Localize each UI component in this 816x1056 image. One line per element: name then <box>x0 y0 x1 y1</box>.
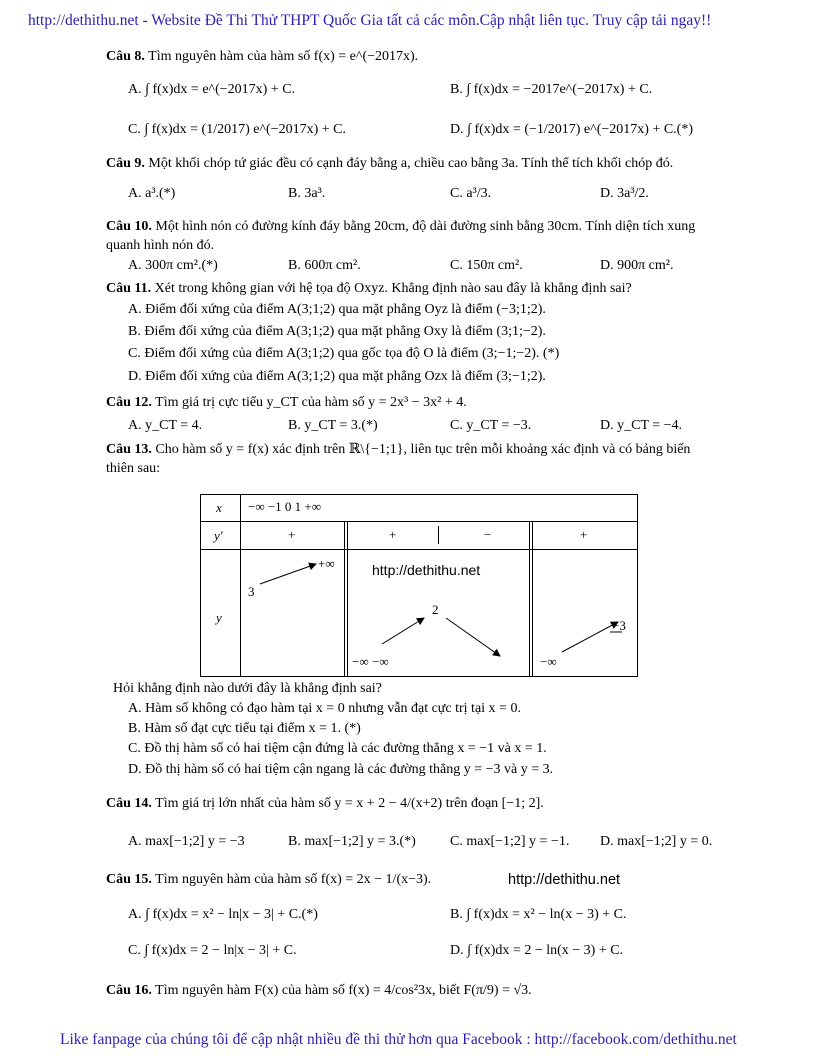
question-16 <box>106 983 532 999</box>
question-text: Xét trong không gian với hệ tọa độ Oxyz. Khẳng định nào sau đây là khẳng định sai? <box>154 281 632 296</box>
q9-option-b: B. 3a³. <box>288 186 326 201</box>
question-13-cont: thiên sau: <box>106 461 161 476</box>
y-value-minf-b: −∞ <box>372 654 389 669</box>
watermark: http://dethithu.net <box>372 562 481 578</box>
q11-option-a: A. Điểm đối xứng của điểm A(3;1;2) qua mặt phẳng Oyz là điểm (−3;1;2). <box>128 302 546 317</box>
q14-option-d: D. max[−1;2] y = 0. <box>600 834 713 849</box>
q13-option-a: A. Hàm số không có đạo hàm tại x = 0 nhưng vẫn đạt cực trị tại x = 0. <box>128 701 521 716</box>
y-label: y <box>216 610 222 625</box>
q14-option-c: C. max[−1;2] y = −1. <box>450 834 570 849</box>
question-label: Câu 13. <box>106 442 152 457</box>
q11-option-c: C. Điểm đối xứng của điểm A(3;1;2) qua gốc tọa độ O là điểm (3;−1;−2). (*) <box>128 346 560 361</box>
question-text: Tìm nguyên hàm của hàm số f(x) = 2x − 1/(x−3). <box>155 872 432 887</box>
variation-table <box>200 494 638 677</box>
question-label: Câu 8. <box>106 49 145 64</box>
question-text: Cho hàm số y = f(x) xác định trên ℝ\{−1;1}, liên tục trên mỗi khoảng xác định và có bảng biến <box>155 442 691 457</box>
question-8 <box>106 49 418 65</box>
arrow-up-3 <box>562 622 618 652</box>
arrow-up-2 <box>382 618 424 644</box>
sign-1: + <box>288 527 296 542</box>
q14-option-a: A. max[−1;2] y = −3 <box>128 834 245 849</box>
q11-option-d: D. Điểm đối xứng của điểm A(3;1;2) qua mặt phẳng Ozx là điểm (3;−1;2). <box>128 369 546 384</box>
q15-option-c: C. ∫ f(x)dx = 2 − ln|x − 3| + C. <box>128 943 297 958</box>
q10-option-a: A. 300π cm².(*) <box>128 258 218 273</box>
q11-option-b: B. Điểm đối xứng của điểm A(3;1;2) qua mặt phẳng Oxy là điểm (3;1;−2). <box>128 324 546 339</box>
watermark-2: http://dethithu.net <box>508 872 621 888</box>
question-text: Tìm giá trị lớn nhất của hàm số y = x + 2 − 4/(x+2) trên đoạn [−1; 2]. <box>155 796 544 811</box>
q10-option-b: B. 600π cm². <box>288 258 361 273</box>
sign-4: + <box>580 527 588 542</box>
question-text: Một khối chóp tứ giác đều có cạnh đáy bằng a, chiều cao bằng 3a. Tính thể tích khối chóp đó. <box>148 156 674 171</box>
q15-option-d: D. ∫ f(x)dx = 2 − ln(x − 3) + C. <box>450 943 624 958</box>
q9-option-c: C. a³/3. <box>450 186 492 201</box>
q12-option-d: D. y_CT = −4. <box>600 418 683 433</box>
arrow-up-1 <box>260 564 316 584</box>
q9-option-a: A. a³.(*) <box>128 186 176 201</box>
question-10-cont: quanh hình nón đó. <box>106 238 215 253</box>
question-text: Tìm nguyên hàm của hàm số f(x) = e^(−2017x). <box>148 49 419 64</box>
question-text: Một hình nón có đường kính đáy bằng 20cm, độ dài đường sinh bằng 30cm. Tính diện tích xung <box>155 219 696 234</box>
q13-option-d: D. Đồ thị hàm số có hai tiệm cận ngang là các đường thẳng y = −3 và y = 3. <box>128 762 554 777</box>
question-label: Câu 9. <box>106 156 145 171</box>
y-value-pinf: +∞ <box>318 556 335 571</box>
question-10 <box>106 219 695 235</box>
page-footer: Like fanpage của chúng tôi để cập nhật nhiều đề thi thử hơn qua Facebook : http://facebook.com/dethithu.net <box>60 1031 737 1048</box>
question-label: Câu 14. <box>106 796 152 811</box>
q9-option-d: D. 3a³/2. <box>600 186 649 201</box>
arrow-down <box>446 618 500 656</box>
q14-option-b: B. max[−1;2] y = 3.(*) <box>288 834 416 849</box>
y-value-minf-c: −∞ <box>540 654 557 669</box>
question-text: Tìm giá trị cực tiểu y_CT của hàm số y = 2x³ − 3x² + 4. <box>155 395 467 410</box>
question-text: Tìm nguyên hàm F(x) của hàm số f(x) = 4/cos²3x, biết F(π/9) = √3. <box>155 983 532 998</box>
question-11 <box>106 281 632 297</box>
q8-option-a: A. ∫ f(x)dx = e^(−2017x) + C. <box>128 82 296 97</box>
q13-option-b: B. Hàm số đạt cực tiểu tại điểm x = 1. (*) <box>128 721 361 736</box>
question-14 <box>106 796 544 812</box>
q12-option-c: C. y_CT = −3. <box>450 418 532 433</box>
y-value-neg3: −3 <box>612 618 626 633</box>
sign-3: − <box>484 527 492 542</box>
question-15 <box>106 872 431 888</box>
q8-option-d: D. ∫ f(x)dx = (−1/2017) e^(−2017x) + C.(*) <box>450 122 693 137</box>
sign-2: + <box>389 527 397 542</box>
q12-option-a: A. y_CT = 4. <box>128 418 203 433</box>
q15-option-b: B. ∫ f(x)dx = x² − ln(x − 3) + C. <box>450 907 627 922</box>
question-label: Câu 12. <box>106 395 152 410</box>
question-label: Câu 15. <box>106 872 152 887</box>
x-label: x <box>216 500 222 515</box>
y-value-minf-a: −∞ <box>352 654 369 669</box>
question-13-ask: Hỏi khẳng định nào dưới đây là khẳng định sai? <box>113 681 382 696</box>
q8-option-b: B. ∫ f(x)dx = −2017e^(−2017x) + C. <box>450 82 653 97</box>
page-header: http://dethithu.net - Website Đề Thi Thử THPT Quốc Gia tất cả các môn.Cập nhật liên tục. Truy cập tải ngay!! <box>28 12 712 29</box>
question-9 <box>106 156 673 172</box>
q10-option-c: C. 150π cm². <box>450 258 523 273</box>
y-value-3: 3 <box>248 584 255 599</box>
question-label: Câu 10. <box>106 219 152 234</box>
q8-option-c: C. ∫ f(x)dx = (1/2017) e^(−2017x) + C. <box>128 122 347 137</box>
q10-option-d: D. 900π cm². <box>600 258 674 273</box>
y-value-2: 2 <box>432 602 439 617</box>
q15-option-a: A. ∫ f(x)dx = x² − ln|x − 3| + C.(*) <box>128 907 318 922</box>
q12-option-b: B. y_CT = 3.(*) <box>288 418 378 433</box>
yprime-label: y' <box>214 528 223 543</box>
question-13 <box>106 441 690 458</box>
question-label: Câu 16. <box>106 983 152 998</box>
q13-option-c: C. Đồ thị hàm số có hai tiệm cận đứng là các đường thẳng x = −1 và x = 1. <box>128 741 547 756</box>
question-12 <box>106 395 467 411</box>
variation-arrows <box>200 494 638 677</box>
question-label: Câu 11. <box>106 281 152 296</box>
x-values: −∞ −1 0 1 +∞ <box>248 499 322 514</box>
